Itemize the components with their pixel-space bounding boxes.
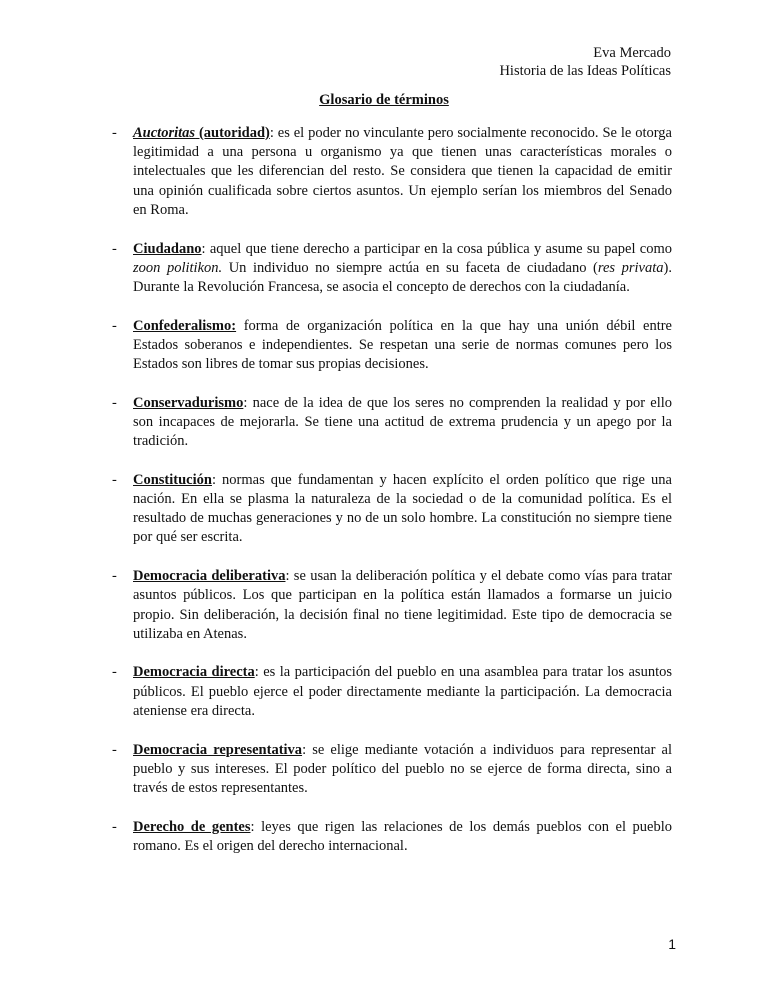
definition: : es la participación del pueblo en una asamblea para tratar los asuntos públicos. El pueblo ejerce el poder directamente mediante la participación. La democracia ateniense era directa. — [133, 664, 672, 719]
definition: : es el poder no vinculante pero socialmente reconocido. Se le otorga legitimidad a una persona u organismo ya que tienen unas características morales o intelectuales que les diferencian del resto. Se considera que tienen la capacidad de emitir una opinión cualificada sobre ciertos asuntos. Un ejemplo serían los miembros del Senado en Roma. — [133, 125, 672, 218]
term: Confederalismo: — [133, 317, 237, 334]
page-number: 1 — [668, 936, 676, 952]
glossary-entry-constitucion — [112, 471, 672, 548]
term-italic: Auctoritas — [133, 125, 196, 141]
definition-italic: zoon politikon. — [133, 259, 223, 276]
term: Democracia directa — [133, 664, 255, 681]
bullet-dash: - — [112, 471, 117, 488]
definition-part: ). Durante la Revolución Francesa, se asocia el concepto de derechos con la ciudadanía. — [133, 259, 672, 295]
glossary-entry-auctoritas — [112, 124, 672, 220]
term: Conservadurismo — [133, 394, 244, 411]
definition: : se usan la deliberación política y el debate como vías para tratar asuntos públicos. Los que participan en la política están llamados a formarse un juicio propio. Sin deliberación, la decisión final no tiene legitimidad. Este tipo de democracia se utilizaba en Atenas. — [133, 568, 673, 642]
header-course: Historia de las Ideas Políticas — [499, 63, 671, 79]
term — [133, 125, 270, 141]
bullet-dash: - — [112, 125, 117, 141]
bullet-dash: - — [112, 818, 117, 835]
glossary-entry-derecho-de-gentes — [112, 818, 672, 856]
term: Democracia deliberativa — [133, 568, 286, 585]
glossary-entry-democracia-representativa — [112, 741, 672, 799]
glossary-entry-democracia-deliberativa — [112, 567, 672, 644]
definition: : se elige mediante votación a individuos para representar al pueblo y sus intereses. El poder político del pueblo no se ejerce de forma directa, sino a través de estos representantes. — [133, 741, 672, 796]
page-header — [499, 44, 671, 80]
bullet-dash: - — [112, 394, 117, 411]
definition-part: : aquel que tiene derecho a participar en la cosa pública y asume su papel como — [201, 240, 672, 257]
bullet-dash: - — [112, 568, 117, 585]
glossary-entry-conservadurismo — [112, 394, 672, 452]
bullet-dash: - — [112, 240, 117, 257]
definition: forma de organización política en la que hay una unión débil entre Estados soberanos e independientes. Se respetan una serie de normas comunes pero los Estados son libres de tomar sus propias decisiones. — [133, 317, 672, 373]
term: Democracia representativa — [133, 741, 303, 758]
term: Ciudadano — [133, 240, 202, 257]
bullet-dash: - — [112, 317, 117, 334]
bullet-dash: - — [112, 741, 117, 758]
term: Derecho de gentes — [133, 818, 251, 835]
term-suffix: (autoridad) — [195, 125, 270, 141]
header-author: Eva Mercado — [593, 45, 671, 61]
bullet-dash: - — [112, 664, 117, 681]
definition: : normas que fundamentan y hacen explícito el orden político que rige una nación. En ella se plasma la naturaleza de la sociedad o de la comunidad política. Es el resultado de muchas generaciones y no de un solo hombre. La constitución no siempre tiene por qué ser escrita. — [133, 471, 672, 546]
glossary-entry-democracia-directa — [112, 663, 672, 721]
term: Constitución — [133, 471, 212, 488]
definition-italic: res privata — [597, 259, 664, 276]
definition-part: Un individuo no siempre actúa en su faceta de ciudadano ( — [222, 259, 598, 276]
definition: : leyes que rigen las relaciones de los demás pueblos con el pueblo romano. Es el origen del derecho internacional. — [133, 818, 672, 854]
definition: : nace de la idea de que los seres no comprenden la realidad y por ello son incapaces de mejorarla. Se tiene una actitud de extrema prudencia y un apego por la tradición. — [133, 394, 672, 450]
glossary-entry-ciudadano — [112, 240, 672, 298]
glossary-entry-confederalismo — [112, 317, 672, 375]
glossary-list — [112, 124, 672, 876]
page-title: Glosario de términos — [319, 92, 449, 108]
